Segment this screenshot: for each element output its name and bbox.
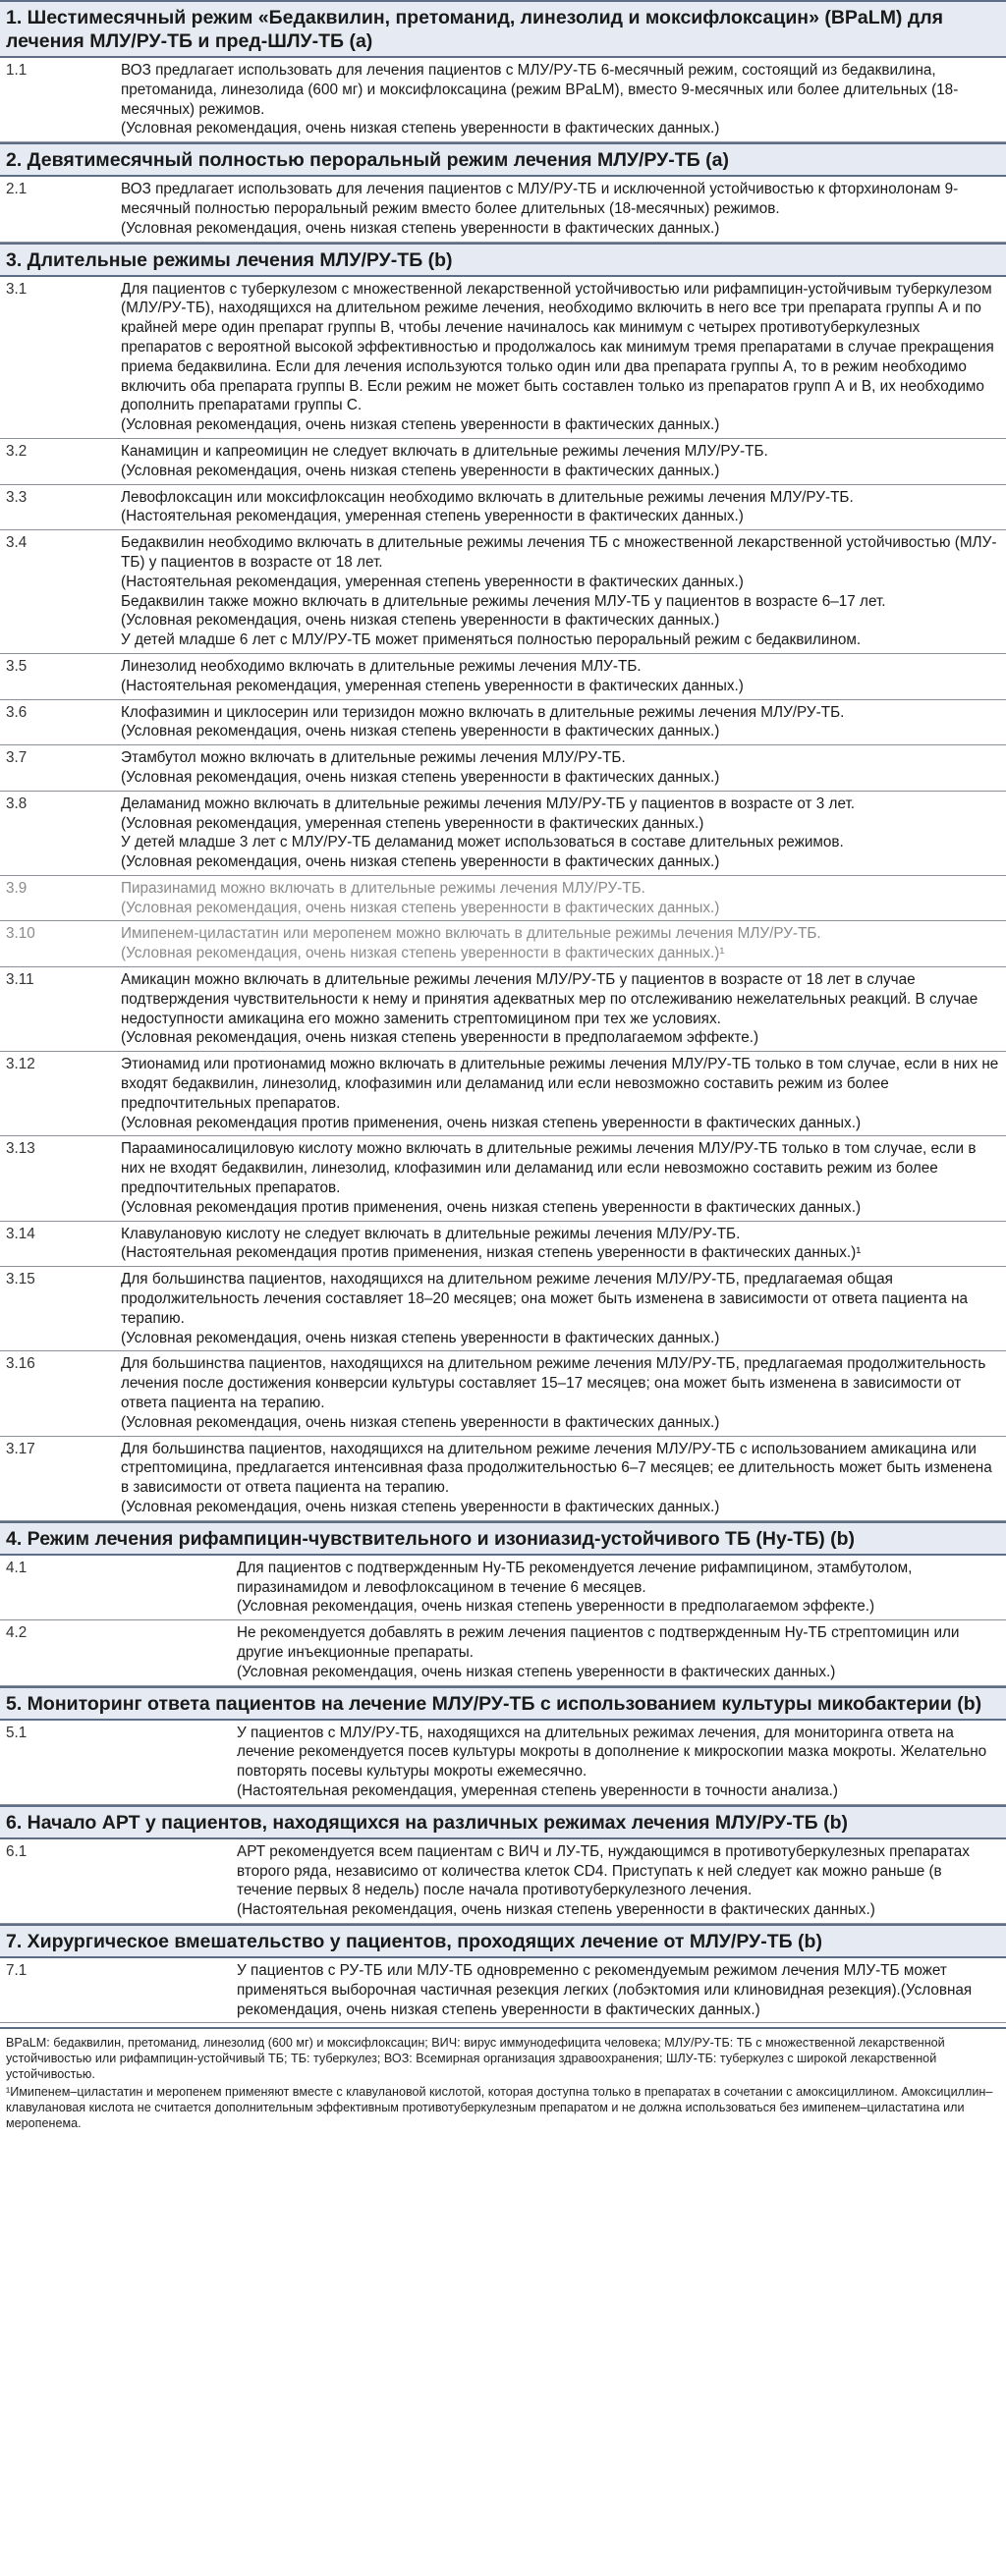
recommendation-text: Для большинства пациентов, находящихся на длительном режиме лечения МЛУ/РУ-ТБ с использованием амикацина или стрептомицина, предлагается интенсивная фаза продолжительностью 6–7 месяцев; ее длительность может быть изменена в зависимости от ответа пациента на терапию. (Условная рекомендация, очень низкая степень уверенности в фактических данных.)	[121, 1440, 992, 1515]
recommendation-number: 3.17	[6, 1440, 35, 1457]
recommendation-text: Этионамид или протионамид можно включать в длительные режимы лечения МЛУ/РУ-ТБ только в том случае, если в них не входят бедаквилин, линезолид, клофазимин или деламанид или если невозможно составить режим из более предпочтительных препаратов. (Условная рекомендация против применения, очень низкая степень уверенности в фактических данных.)	[121, 1056, 999, 1131]
recommendation-number: 3.2	[6, 442, 28, 460]
recommendation-row	[0, 654, 1006, 700]
recommendation-row	[0, 967, 1006, 1052]
recommendation-number: 3.13	[6, 1140, 35, 1158]
recommendation-row	[0, 792, 1006, 876]
recommendation-number: 3.15	[6, 1271, 35, 1288]
recommendation-text: Для пациентов с туберкулезом с множественной лекарственной устойчивостью или рифампицин-устойчивым туберкулезом (МЛУ/РУ-ТБ), находящихся на длительном режиме лечения, необходимо включить в него все три препарата группы А и по крайней мере один препарат группы В, чтобы лечение начиналось как минимум с четырех противотуберкулезных препаратов с вероятной высокой эффективностью и продолжалось как минимум тремя препаратами в случае прекращения приема бедаквилина. Если для лечения используются только один или два препарата группы А, то в режим необходимо включить оба препарата группы В. Если режим не может быть составлен только из препаратов групп А и В, их необходимо дополнить препаратами группы С. (Условная рекомендация, очень низкая степень уверенности в фактических данных.)	[121, 280, 994, 434]
section-title: 7. Хирургическое вмешательство у пациентов, проходящих лечение от МЛУ/РУ-ТБ (b)	[0, 1924, 1006, 1958]
section-title: 2. Девятимесячный полностью пероральный режим лечения МЛУ/РУ-ТБ (a)	[0, 142, 1006, 177]
recommendation-text: Клавулановую кислоту не следует включать в длительные режимы лечения МЛУ/РУ-ТБ. (Настоятельная рекомендация против применения, низкая степень уверенности в фактических данных.)¹	[121, 1225, 862, 1262]
footnotes	[0, 2027, 1006, 2141]
footnote: BPaLM: бедаквилин, претоманид, линезолид (600 мг) и моксифлоксацин; ВИЧ: вирус иммунодефицита человека; МЛУ/РУ-ТБ: ТБ с множественной лекарственной устойчивостью или рифампицин-устойчивый ТБ; ТБ: туберкулез; ВОЗ: Всемирная организация здравоохранения; ШЛУ-ТБ: туберкулез с широкой лекарственной устойчивостью.	[6, 2036, 945, 2082]
section-3	[0, 243, 1006, 1521]
section-title: 4. Режим лечения рифампицин-чувствительного и изониазид-устойчивого ТБ (Hу-ТБ) (b)	[0, 1521, 1006, 1556]
recommendation-row	[0, 485, 1006, 531]
recommendation-number: 3.6	[6, 703, 28, 721]
recommendation-number: 3.16	[6, 1355, 35, 1373]
recommendation-number: 3.3	[6, 488, 28, 506]
footnote: ¹Имипенем–циластатин и меропенем применяют вместе с клавулановой кислотой, которая доступна только в препаратах в сочетании с амоксициллином. Амоксициллин–клавулановая кислота не считается дополнительным эффективным противотуберкулезным препаратом и не должна использоваться без имипенем–циластатина или меропенема.	[6, 2085, 993, 2131]
recommendation-number: 5.1	[6, 1724, 28, 1741]
section-1	[0, 0, 1006, 142]
recommendation-number: 4.2	[6, 1624, 28, 1642]
section-title: 6. Начало АРТ у пациентов, находящихся на различных режимах лечения МЛУ/РУ-ТБ (b)	[0, 1805, 1006, 1839]
recommendation-text: Линезолид необходимо включать в длительные режимы лечения МЛУ-ТБ. (Настоятельная рекомендация, умеренная степень уверенности в фактических данных.)	[121, 657, 744, 694]
recommendation-row	[0, 1721, 1006, 1805]
section-6	[0, 1805, 1006, 1924]
recommendation-text: Имипенем-циластатин или меропенем можно включать в длительные режимы лечения МЛУ/РУ-ТБ. (Условная рекомендация, очень низкая степень уверенности в фактических данных.)¹	[121, 925, 821, 962]
recommendation-row	[0, 1052, 1006, 1136]
recommendation-text: ВОЗ предлагает использовать для лечения пациентов с МЛУ/РУ-ТБ 6-месячный режим, состоящий из бедаквилина, претоманида, линезолида (600 мг) и моксифлоксацина (режим BPaLM), вместо 9-месячных или более длительных (18-месячных) режимов. (Условная рекомендация, очень низкая степень уверенности в фактических данных.)	[121, 62, 959, 137]
recommendation-row	[0, 177, 1006, 242]
recommendation-text: Клофазимин и циклосерин или теризидон можно включать в длительные режимы лечения МЛУ/РУ-ТБ. (Условная рекомендация, очень низкая степень уверенности в фактических данных.)	[121, 703, 845, 740]
recommendation-number: 1.1	[6, 62, 28, 79]
recommendation-row	[0, 1136, 1006, 1221]
recommendation-row	[0, 700, 1006, 746]
section-5	[0, 1686, 1006, 1805]
recommendation-row	[0, 1958, 1006, 2023]
recommendation-text: ВОЗ предлагает использовать для лечения пациентов с МЛУ/РУ-ТБ и исключенной устойчивостью к фторхинолонам 9-месячный полностью пероральный режим вместо более длительных (18-месячных) режимов. (Условная рекомендация, очень низкая степень уверенности в фактических данных.)	[121, 181, 959, 237]
recommendation-text: Амикацин можно включать в длительные режимы лечения МЛУ/РУ-ТБ у пациентов в возрасте от 18 лет в случае подтверждения чувствительности к нему и принятия адекватных мер по отслеживанию нежелательных реакций. В случае недоступности амикацина его можно заменить стрептомицином при тех же условиях. (Условная рекомендация, очень низкая степень уверенности в предполагаемом эффекте.)	[121, 971, 978, 1047]
recommendation-number: 7.1	[6, 1961, 28, 1979]
recommendation-text: Пиразинамид можно включать в длительные режимы лечения МЛУ/РУ-ТБ. (Условная рекомендация, очень низкая степень уверенности в фактических данных.)	[121, 879, 720, 916]
recommendation-number: 3.14	[6, 1225, 35, 1242]
recommendation-text: Деламанид можно включать в длительные режимы лечения МЛУ/РУ-ТБ у пациентов в возрасте от 3 лет. (Условная рекомендация, умеренная степень уверенности в фактических данных.) У детей младше 3 лет с МЛУ/РУ-ТБ деламанид может использоваться в составе длительных режимов. (Условная рекомендация, очень низкая степень уверенности в фактических данных.)	[121, 795, 856, 871]
section-title: 5. Мониторинг ответа пациентов на лечение МЛУ/РУ-ТБ с использованием культуры микобактерии (b)	[0, 1686, 1006, 1721]
recommendation-text: У пациентов с РУ-ТБ или МЛУ-ТБ одновременно с рекомендуемым режимом лечения МЛУ-ТБ может применяться выборочная частичная резекция легких (лобэктомия или клиновидная резекция).(Условная рекомендация, очень низкая степень уверенности в фактических данных.)	[237, 1961, 973, 2018]
recommendation-text: АРТ рекомендуется всем пациентам с ВИЧ и ЛУ-ТБ, нуждающимся в противотуберкулезных препаратах второго ряда, независимо от количества клеток CD4. Приступать к ней следует как можно раньше (в течение первых 8 недель) после начала противотуберкулезного лечения. (Настоятельная рекомендация, очень низкая степень уверенности в фактических данных.)	[237, 1842, 970, 1919]
recommendation-number: 3.10	[6, 925, 35, 943]
recommendation-number: 3.8	[6, 795, 28, 812]
recommendation-number: 3.5	[6, 657, 28, 675]
recommendation-number: 3.11	[6, 971, 34, 989]
recommendation-number: 2.1	[6, 181, 28, 198]
recommendation-number: 6.1	[6, 1842, 28, 1860]
section-4	[0, 1521, 1006, 1686]
recommendation-text: Парааминосалициловую кислоту можно включать в длительные режимы лечения МЛУ/РУ-ТБ только в том случае, если в них не входят бедаквилин, линезолид, клофазимин или деламанид или если невозможно составить режим из более предпочтительных препаратов. (Условная рекомендация против применения, очень низкая степень уверенности в фактических данных.)	[121, 1140, 977, 1216]
recommendation-row	[0, 921, 1006, 967]
recommendation-number: 3.9	[6, 879, 28, 897]
recommendation-number: 3.4	[6, 534, 28, 552]
section-title: 1. Шестимесячный режим «Бедаквилин, претоманид, линезолид и моксифлоксацин» (BPaLM) для лечения МЛУ/РУ-ТБ и пред-ШЛУ-ТБ (a)	[0, 0, 1006, 58]
recommendation-number: 3.1	[6, 280, 28, 298]
recommendation-row	[0, 1351, 1006, 1436]
recommendation-row	[0, 1839, 1006, 1924]
recommendation-row	[0, 1222, 1006, 1268]
recommendation-text: У пациентов с МЛУ/РУ-ТБ, находящихся на длительных режимах лечения, для мониторинга ответа на лечение рекомендуется посев культуры мокроты в дополнение к микроскопии мазка мокроты. Желательно повторять посевы культуры мокроты ежемесячно. (Настоятельная рекомендация, умеренная степень уверенности в точности анализа.)	[237, 1724, 987, 1799]
recommendation-text: Левофлоксацин или моксифлоксацин необходимо включать в длительные режимы лечения МЛУ/РУ-ТБ. (Настоятельная рекомендация, умеренная степень уверенности в фактических данных.)	[121, 488, 854, 525]
section-2	[0, 142, 1006, 242]
recommendation-row	[0, 439, 1006, 485]
recommendation-number: 3.12	[6, 1056, 35, 1073]
recommendation-row	[0, 1620, 1006, 1685]
recommendation-row	[0, 277, 1006, 439]
recommendation-text: Канамицин и капреомицин не следует включать в длительные режимы лечения МЛУ/РУ-ТБ. (Условная рекомендация, очень низкая степень уверенности в фактических данных.)	[121, 442, 768, 479]
recommendation-row	[0, 745, 1006, 792]
recommendation-text: Для большинства пациентов, находящихся на длительном режиме лечения МЛУ/РУ-ТБ, предлагаемая общая продолжительность лечения составляет 18–20 месяцев; она может быть изменена в зависимости от ответа пациента на терапию. (Условная рекомендация, очень низкая степень уверенности в фактических данных.)	[121, 1271, 969, 1346]
section-title: 3. Длительные режимы лечения МЛУ/РУ-ТБ (b)	[0, 243, 1006, 277]
recommendation-row	[0, 876, 1006, 922]
recommendation-row	[0, 1556, 1006, 1620]
recommendation-number: 3.7	[6, 749, 28, 767]
recommendation-text: Бедаквилин необходимо включать в длительные режимы лечения ТБ с множественной лекарственной устойчивостью (МЛУ-ТБ) у пациентов в возрасте от 18 лет. (Настоятельная рекомендация, умеренная степень уверенности в фактических данных.) Бедаквилин также можно включать в длительные режимы лечения МЛУ-ТБ у пациентов в возрасте 6–17 лет. (Условная рекомендация, очень низкая степень уверенности в фактических данных.) У детей младше 6 лет с МЛУ/РУ-ТБ может применяться полностью пероральный режим с бедаквилином.	[121, 534, 997, 649]
recommendation-row	[0, 530, 1006, 654]
recommendation-number: 4.1	[6, 1559, 28, 1576]
section-7	[0, 1924, 1006, 2023]
recommendation-row	[0, 1267, 1006, 1351]
recommendation-text: Для большинства пациентов, находящихся на длительном режиме лечения МЛУ/РУ-ТБ, предлагаемая продолжительность лечения после достижения конверсии культуры составляет 15–17 месяцев; она может быть изменена в зависимости от ответа пациента на терапию. (Условная рекомендация, очень низкая степень уверенности в фактических данных.)	[121, 1355, 986, 1431]
recommendation-text: Этамбутол можно включать в длительные режимы лечения МЛУ/РУ-ТБ. (Условная рекомендация, очень низкая степень уверенности в фактических данных.)	[121, 749, 720, 786]
recommendation-text: Не рекомендуется добавлять в режим лечения пациентов с подтвержденным Hу-ТБ стрептомицин или другие инъекционные препараты. (Условная рекомендация, очень низкая степень уверенности в фактических данных.)	[237, 1624, 960, 1680]
recommendation-row	[0, 58, 1006, 142]
recommendation-row	[0, 1437, 1006, 1521]
recommendation-text: Для пациентов с подтвержденным Hу-ТБ рекомендуется лечение рифампицином, этамбутолом, пиразинамидом и левофлоксацином в течение 6 месяцев. (Условная рекомендация, очень низкая степень уверенности в предполагаемом эффекте.)	[237, 1559, 913, 1616]
